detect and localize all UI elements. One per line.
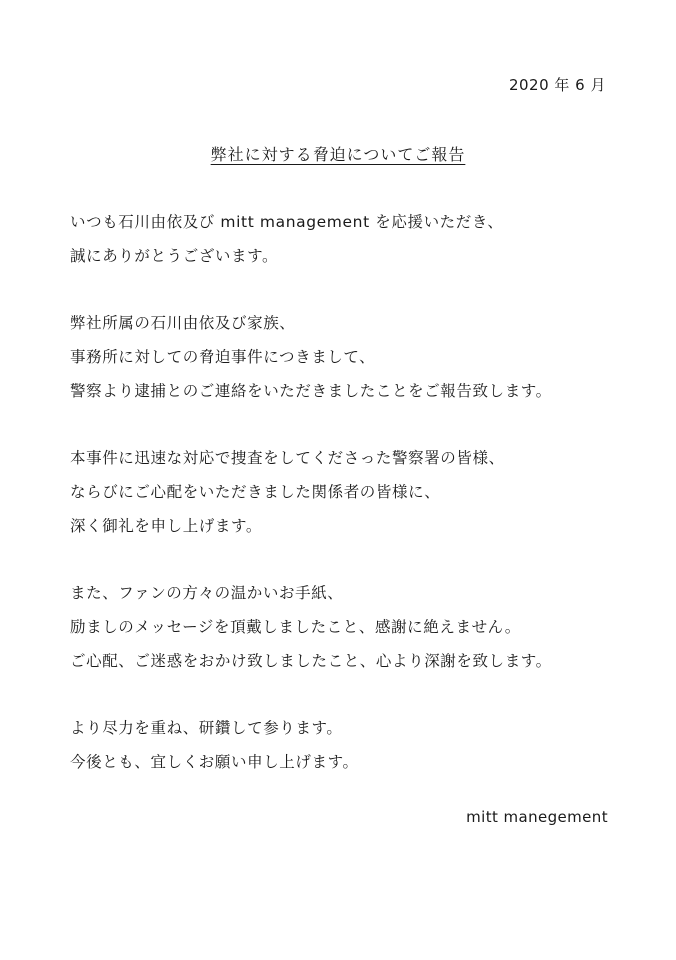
paragraph-closing (70, 711, 650, 779)
paragraph-line: ご心配、ご迷惑をおかけ致しましたこと、心より深謝を致します。 (70, 652, 552, 670)
document-body (70, 205, 650, 812)
document-signature: mitt manegement (466, 808, 608, 826)
paragraph-thanks-police (70, 441, 650, 543)
paragraph-line: 今後とも、宜しくお願い申し上げます。 (70, 753, 359, 771)
paragraph-line: 弊社所属の石川由依及び家族、 (70, 314, 296, 332)
document-title (0, 142, 676, 165)
paragraph-line: 事務所に対しての脅迫事件につきまして、 (70, 348, 376, 366)
paragraph-greeting (70, 205, 650, 273)
paragraph-line: より尽力を重ね、研鑽して参ります。 (70, 719, 343, 737)
document-date: 2020 年 6 月 (508, 76, 606, 94)
paragraph-line: 誠にありがとうございます。 (70, 247, 279, 265)
paragraph-line: 警察より逮捕とのご連絡をいただきましたことをご報告致します。 (70, 382, 552, 400)
paragraph-thanks-fans (70, 576, 650, 678)
paragraph-line: また、ファンの方々の温かいお手紙、 (70, 584, 344, 602)
paragraph-line: ならびにご心配をいただきました関係者の皆様に、 (70, 483, 441, 501)
paragraph-line: いつも石川由依及び mitt management を応援いただき、 (70, 213, 504, 231)
document-title-text: 弊社に対する脅迫についてご報告 (210, 145, 466, 164)
paragraph-line: 励ましのメッセージを頂戴しましたこと、感謝に絶えません。 (70, 618, 521, 636)
paragraph-line: 深く御礼を申し上げます。 (70, 517, 262, 535)
paragraph-line: 本事件に迅速な対応で捜査をしてくださった警察署の皆様、 (70, 449, 505, 467)
paragraph-report (70, 306, 650, 408)
